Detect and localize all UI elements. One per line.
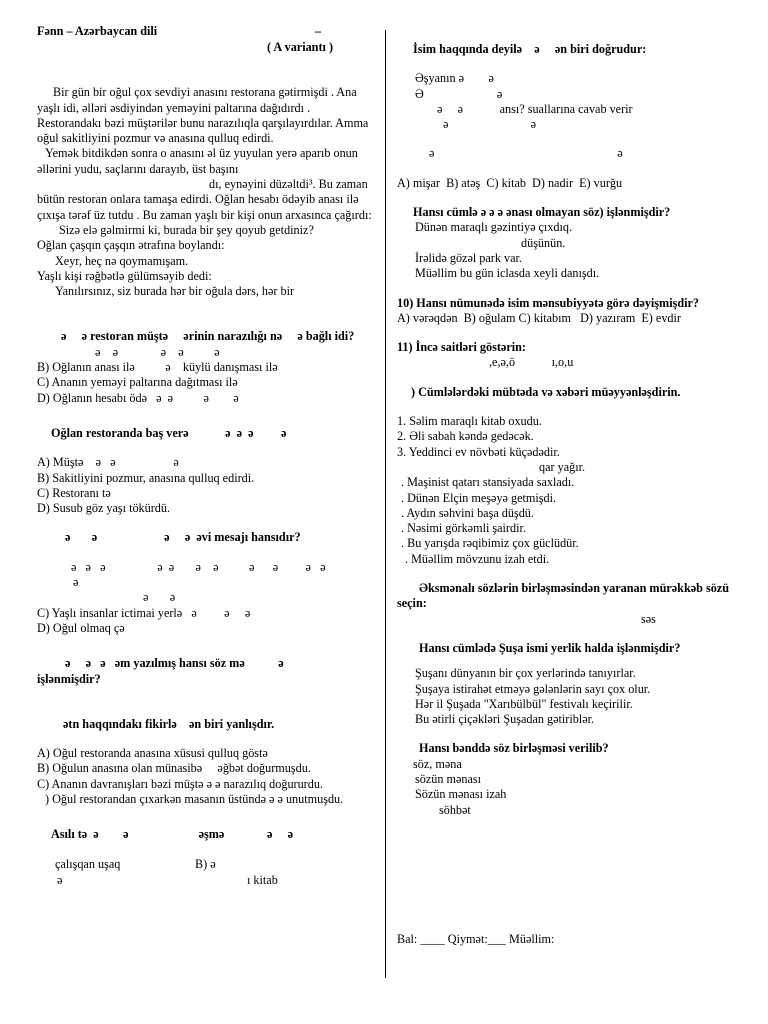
question-3-option-c: C) Yaşlı insanlar ictimai yerlə ə ə ə bbox=[37, 605, 251, 620]
question-7-title: İsim haqqında deyilə ə ən biri doğrudur: bbox=[413, 42, 647, 56]
question-1-option-d: D) Oğlanın hesabı ödə ə ə ə ə bbox=[37, 390, 239, 405]
question-7-line-5: ə ə bbox=[429, 146, 623, 161]
question-14 bbox=[397, 641, 737, 727]
text-line-5: Oğlan çaşqın çaşqın ətrafına boylandı: bbox=[37, 238, 225, 253]
question-13 bbox=[397, 581, 737, 627]
subject-title: Fənn – Azərbaycan dili bbox=[37, 24, 158, 38]
question-8-line-3: İrəlidə gözəl park var. bbox=[415, 250, 522, 265]
question-11-line: ,e,ə,ö ı,o,u bbox=[489, 355, 574, 370]
text-paragraph-1: Bir gün bir oğul çox sevdiyi anasını restorana gətirmişdi . Ana yaşlı idi, əlləri əsdiyindən yeməyini paltarına dağıdırdı . Restorandakı bəzi müştərilər bunu narazılıqla qarşılayırdılar. Amma oğul sakitliyini pozmur və anasına qulluq edirdi. bbox=[37, 85, 369, 146]
question-6 bbox=[37, 827, 375, 888]
question-8-line-1: Dünən maraqlı gəzintiyə çıxdıq. bbox=[415, 220, 573, 235]
question-15-line-4: söhbət bbox=[439, 802, 471, 817]
question-7-line-3: ə ə ansı? suallarına cavab verir bbox=[437, 101, 633, 116]
question-10 bbox=[397, 296, 737, 327]
question-6-option-c: ə bbox=[57, 872, 63, 887]
question-15 bbox=[397, 741, 737, 817]
question-12-line-3: 3. Yeddinci ev növbəti küçədədir. bbox=[397, 444, 560, 459]
question-6-option-a: çalışqan uşaq bbox=[55, 856, 121, 871]
question-14-line-3: Hər il Şuşada "Xarıbülbül" festivalı keçirilir. bbox=[415, 696, 633, 711]
question-7-line-2: Ə ə bbox=[415, 86, 503, 101]
question-5-title: ətn haqqındakı fikirlə ən biri yanlışdır. bbox=[63, 716, 275, 731]
question-14-line-2: Şuşaya istirahət etməyə gələnlərin sayı çox olur. bbox=[415, 681, 651, 696]
question-4 bbox=[37, 656, 375, 687]
question-12-line-2: 2. Əli sabah kəndə gedəcək. bbox=[397, 429, 534, 444]
column-divider bbox=[385, 30, 386, 978]
question-3 bbox=[37, 530, 375, 636]
question-12-title: ) Cümlələrdəki mübtəda və xəbəri müəyyənləşdirin. bbox=[411, 384, 681, 399]
question-12 bbox=[397, 385, 737, 567]
header-line bbox=[37, 24, 375, 40]
right-column bbox=[397, 42, 737, 818]
question-1-option-c: C) Ananın yeməyi paltarına dağıtması ilə bbox=[37, 375, 238, 390]
question-3-line-3: ə ə bbox=[143, 590, 176, 605]
question-10-title: 10) Hansı nümunədə isim mənsubiyyətə görə dəyişmişdir? bbox=[397, 295, 699, 310]
question-13-line: səs bbox=[641, 611, 656, 626]
question-13-title: Əksmənalı sözlərin birləşməsindən yaranan mürəkkəb sözü seçin: bbox=[397, 581, 729, 611]
question-12-line-10: . Müəllim mövzunu izah etdi. bbox=[405, 551, 550, 566]
question-2-option-b: B) Sakitliyini pozmur, anasına qulluq edirdi. bbox=[37, 470, 255, 485]
text-dialog-3: Yanılırsınız, siz burada hər bir oğula dərs, hər bir bbox=[55, 284, 295, 299]
question-15-line-2: sözün mənası bbox=[415, 771, 482, 786]
question-5-option-b: B) Oğulun anasına olan münasibə əğbət doğurmuşdu. bbox=[37, 761, 311, 776]
header-dash: – bbox=[315, 24, 322, 38]
question-2 bbox=[37, 426, 375, 516]
question-6-option-b: B) ə bbox=[195, 856, 216, 871]
question-14-title: Hansı cümlədə Şuşa ismi yerlik halda işlənmişdir? bbox=[419, 640, 681, 655]
question-7-answers: A) mişar B) atəş C) kitab D) nadir E) vurğu bbox=[397, 175, 623, 190]
question-15-line-1: söz, məna bbox=[413, 756, 462, 771]
question-4-title-2: işlənmişdir? bbox=[37, 671, 101, 686]
question-15-title: Hansı bənddə söz birləşməsi verilib? bbox=[419, 741, 609, 756]
question-8 bbox=[397, 205, 737, 281]
question-10-options: A) vərəqdən B) oğulam C) kitabım D) yazıram E) evdir bbox=[397, 310, 681, 325]
question-8-title: Hansı cümlə ə ə ə ənası olmayan söz) işlənmişdir? bbox=[413, 205, 671, 220]
question-2-option-a: A) Müştə ə ə ə bbox=[37, 455, 179, 470]
question-12-line-4: qar yağır. bbox=[539, 459, 586, 474]
text-dialog-1: Sizə elə gəlmirmi ki, burada bir şey qoyub getdiniz? bbox=[59, 222, 314, 237]
question-3-option-d: D) Oğul olmaq çə bbox=[37, 620, 125, 635]
variant-label: ( A variantı ) bbox=[267, 40, 334, 54]
left-column bbox=[37, 24, 375, 889]
text-line-7: Yaşlı kişi rəğbətlə gülümsəyib dedi: bbox=[37, 268, 212, 283]
question-12-line-9: . Bu yarışda rəqibimiz çox güclüdür. bbox=[401, 536, 579, 551]
footer-grade-line: Bal: ____ Qiymət:___ Müəllim: bbox=[397, 932, 555, 946]
text-dialog-2: Xeyr, heç nə qoymamışam. bbox=[55, 253, 189, 268]
question-7-line-4: ə ə bbox=[443, 117, 537, 132]
question-3-line-2: ə bbox=[73, 575, 79, 590]
question-8-line-4: Müəllim bu gün iclasda xeyli danışdı. bbox=[415, 266, 600, 281]
question-8-line-2: düşünün. bbox=[521, 235, 566, 250]
question-7-line-1: Əşyanın ə ə bbox=[415, 71, 494, 86]
question-7 bbox=[397, 42, 737, 191]
question-11 bbox=[397, 340, 737, 371]
question-12-line-7: . Aydın səhvini başa düşdü. bbox=[401, 505, 534, 520]
question-6-title: Asılı tə ə ə əşmə ə ə bbox=[51, 827, 294, 842]
question-3-title: ə ə ə ə əvi mesajı hansıdır? bbox=[65, 530, 301, 545]
text-paragraph-2: Yemək bitdikdən sonra o anasını əl üz yuyulan yerə aparıb onun əllərini yudu, saçlarını darayıb, üst başını bbox=[37, 146, 358, 176]
question-1-option-b: B) Oğlanın anası ilə ə küylü danışması ilə bbox=[37, 360, 278, 375]
question-11-title: 11) İncə saitləri göstərin: bbox=[397, 340, 526, 355]
question-4-title: ə ə ə əm yazılmış hansı söz mə ə bbox=[65, 656, 284, 671]
question-2-option-c: C) Restoranı tə bbox=[37, 485, 111, 500]
question-3-line-1: ə ə ə ə ə ə ə ə ə ə ə bbox=[71, 559, 326, 574]
question-5-option-d: ) Oğul restorandan çıxarkən masanın üstündə ə ə unutmuşdu. bbox=[45, 791, 344, 806]
question-5-option-c: C) Ananın davranışları bəzi müştə ə ə narazılıq doğururdu. bbox=[37, 776, 323, 791]
text-paragraph-3: dı, eynəyini düzəltdi³. Bu zaman bütün restoran onlara tamaşa edirdi. Oğlan hesabı ödəyib anası ilə çıxışa tərəf üz tutdu . Bu zaman yaşlı bir kişi onun arxasınca çağırdı: bbox=[37, 177, 372, 222]
question-12-line-5: . Maşinist qatarı stansiyada saxladı. bbox=[401, 475, 575, 490]
question-1 bbox=[37, 329, 375, 405]
question-12-line-6: . Dünən Elçin meşəyə getmişdi. bbox=[401, 490, 557, 505]
question-2-option-d: D) Susub göz yaşı tökürdü. bbox=[37, 501, 171, 516]
question-14-line-1: Şuşanı dünyanın bir çox yerlərində tanıyırlar. bbox=[415, 666, 636, 681]
question-1-title: ə ə restoran müştə ərinin narazılığı nə ə bağlı idi? bbox=[61, 329, 355, 344]
question-12-line-8: . Nəsimi görkəmli şairdir. bbox=[401, 521, 526, 536]
question-15-line-3: Sözün mənası izah bbox=[415, 787, 507, 802]
question-14-line-4: Bu ətirli çiçəkləri Şuşadan gətiriblər. bbox=[415, 712, 595, 727]
question-6-option-d: ı kitab bbox=[247, 872, 278, 887]
question-2-title: Oğlan restoranda baş verə ə ə ə ə bbox=[51, 425, 287, 440]
question-5-option-a: A) Oğul restoranda anasına xüsusi qulluq göstə bbox=[37, 746, 268, 761]
question-12-line-1: 1. Səlim maraqlı kitab oxudu. bbox=[397, 414, 542, 429]
question-1-line: ə ə ə ə ə bbox=[95, 344, 220, 359]
question-5 bbox=[37, 717, 375, 807]
